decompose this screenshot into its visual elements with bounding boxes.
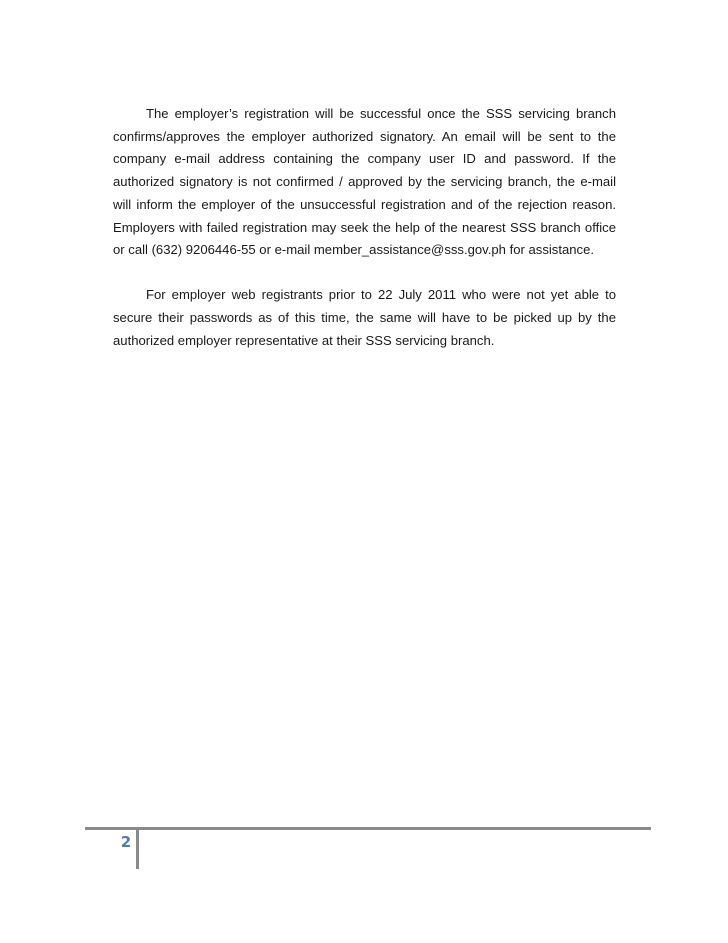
paragraph-registration-confirmation: The employer’s registration will be successful once the SSS servicing branch confirms/approves the employer authorized signatory. An email will be sent to the company e-mail address containing the company user ID and password. If the authorized signatory is not confirmed / approved by the servicing branch, the e-mail will inform the employer of the unsuccessful registration and of the rejection reason. Employers with failed registration may seek the help of the nearest SSS branch office or call (632) 9206446-55 or e-mail member_assistance@sss.gov.ph for assistance. xyxy=(113,106,616,258)
page-number: 2 xyxy=(120,833,132,851)
footer-horizontal-rule xyxy=(85,827,651,830)
footer-vertical-rule xyxy=(136,827,139,869)
body-text xyxy=(113,103,616,353)
paragraph-prior-registrants: For employer web registrants prior to 22 July 2011 who were not yet able to secure their passwords as of this time, the same will have to be picked up by the authorized employer representative at their SSS servicing branch. xyxy=(113,287,616,348)
